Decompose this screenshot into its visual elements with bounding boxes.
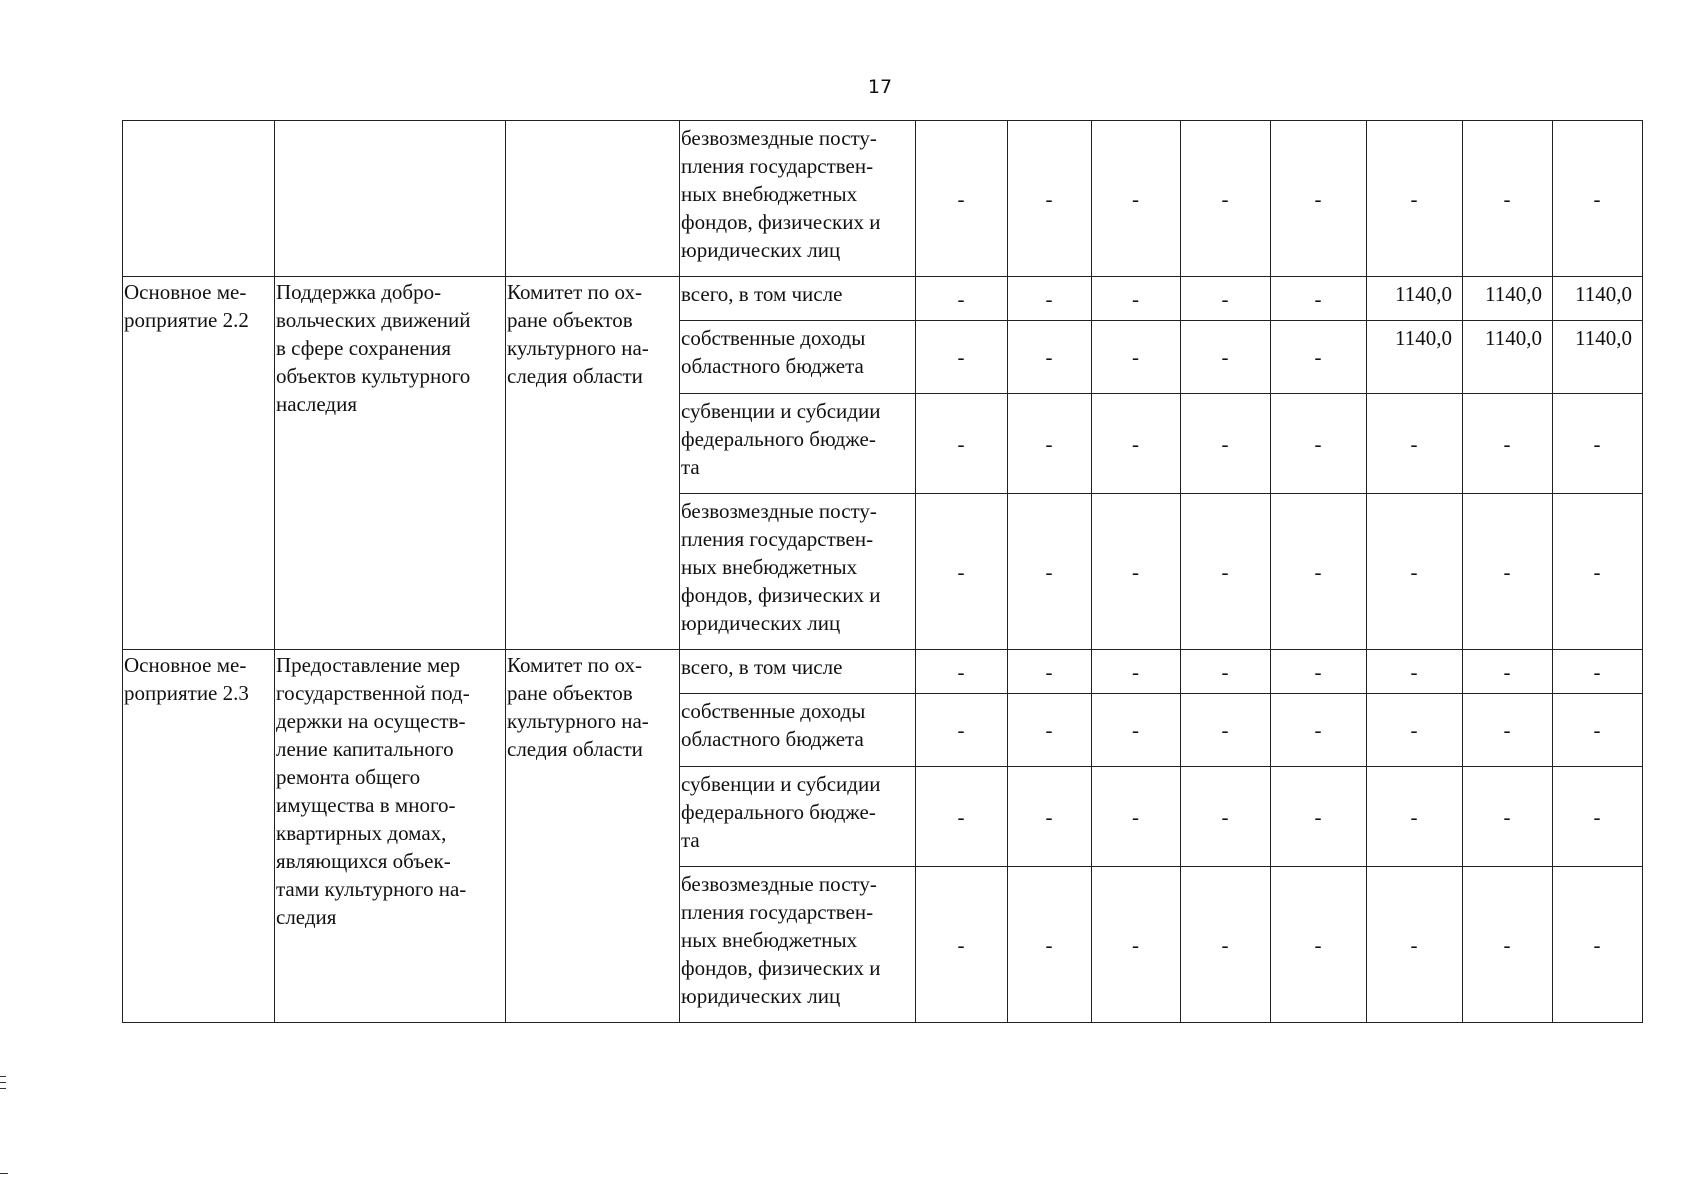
- value-cell: -: [1553, 694, 1643, 767]
- value-cell: -: [1008, 694, 1092, 767]
- value-cell: -: [1553, 494, 1643, 650]
- event-name-cell: Поддержка добро- вольческих движений в сфере сохранения объектов культурного наследия: [275, 277, 506, 650]
- event-cell: [123, 121, 275, 277]
- value-cell: -: [1271, 394, 1367, 494]
- budget-table: [122, 120, 1643, 1023]
- value-cell: 1140,0: [1553, 277, 1643, 321]
- value-cell: -: [1367, 650, 1463, 694]
- value-cell: -: [1367, 867, 1463, 1023]
- value-cell: -: [1092, 321, 1181, 394]
- value-cell: 1140,0: [1367, 321, 1463, 394]
- value-cell: -: [1181, 694, 1271, 767]
- value-cell: -: [1008, 394, 1092, 494]
- value-cell: -: [916, 767, 1008, 867]
- value-cell: -: [1367, 767, 1463, 867]
- value-cell: -: [1181, 321, 1271, 394]
- table-row: [123, 277, 1643, 321]
- value-cell: -: [1008, 867, 1092, 1023]
- value-cell: -: [1181, 121, 1271, 277]
- table-row: [123, 650, 1643, 694]
- value-cell: -: [1271, 694, 1367, 767]
- value-cell: -: [916, 494, 1008, 650]
- value-cell: -: [1181, 650, 1271, 694]
- value-cell: -: [1271, 867, 1367, 1023]
- value-cell: -: [1008, 767, 1092, 867]
- left-edge-mark: [0, 1076, 6, 1077]
- funding-source-cell: субвенции и субсидии федерального бюдже- та: [680, 394, 916, 494]
- value-cell: -: [1271, 650, 1367, 694]
- value-cell: -: [916, 694, 1008, 767]
- value-cell: -: [1008, 650, 1092, 694]
- event-name-cell: [275, 121, 506, 277]
- value-cell: -: [1181, 494, 1271, 650]
- funding-source-cell: собственные доходы областного бюджета: [680, 694, 916, 767]
- value-cell: -: [1092, 767, 1181, 867]
- value-cell: -: [916, 321, 1008, 394]
- value-cell: -: [1092, 494, 1181, 650]
- value-cell: -: [916, 277, 1008, 321]
- value-cell: -: [1181, 767, 1271, 867]
- value-cell: -: [1367, 694, 1463, 767]
- funding-source-cell: безвозмездные посту- пления государствен- ных внебюджетных фондов, физических и юридических лиц: [680, 494, 916, 650]
- value-cell: -: [1271, 121, 1367, 277]
- funding-source-cell: всего, в том числе: [680, 277, 916, 321]
- value-cell: -: [1463, 494, 1553, 650]
- value-cell: -: [1181, 277, 1271, 321]
- funding-source-cell: субвенции и субсидии федерального бюдже- та: [680, 767, 916, 867]
- value-cell: -: [1553, 121, 1643, 277]
- executor-cell: Комитет по ох- ране объектов культурного на- следия области: [506, 277, 680, 650]
- funding-source-cell: безвозмездные посту- пления государствен- ных внебюджетных фондов, физических и юридических лиц: [680, 867, 916, 1023]
- value-cell: -: [1092, 277, 1181, 321]
- value-cell: -: [1553, 767, 1643, 867]
- value-cell: 1140,0: [1463, 321, 1553, 394]
- event-name-cell: Предоставление мер государственной под- держки на осуществ- ление капитального ремонта общего имущества в много- квартирных домах, являющихся объек- тами культурного на- следия: [275, 650, 506, 1023]
- value-cell: -: [1553, 650, 1643, 694]
- value-cell: -: [1553, 867, 1643, 1023]
- value-cell: -: [1271, 321, 1367, 394]
- value-cell: -: [916, 650, 1008, 694]
- value-cell: -: [1463, 650, 1553, 694]
- value-cell: -: [1463, 867, 1553, 1023]
- funding-source-cell: всего, в том числе: [680, 650, 916, 694]
- value-cell: -: [1271, 767, 1367, 867]
- value-cell: -: [1271, 494, 1367, 650]
- value-cell: -: [1367, 121, 1463, 277]
- left-edge-mark: [0, 1082, 6, 1083]
- value-cell: 1140,0: [1463, 277, 1553, 321]
- table-body: [123, 121, 1643, 1023]
- value-cell: -: [1008, 277, 1092, 321]
- value-cell: -: [916, 121, 1008, 277]
- event-cell: Основное ме- роприятие 2.2: [123, 277, 275, 650]
- left-edge-mark: [0, 1173, 8, 1174]
- value-cell: -: [916, 867, 1008, 1023]
- value-cell: -: [1463, 694, 1553, 767]
- value-cell: -: [1092, 394, 1181, 494]
- funding-source-cell: безвозмездные посту- пления государствен- ных внебюджетных фондов, физических и юридических лиц: [680, 121, 916, 277]
- left-edge-mark: [0, 1088, 6, 1089]
- executor-cell: Комитет по ох- ране объектов культурного на- следия области: [506, 650, 680, 1023]
- event-cell: Основное ме- роприятие 2.3: [123, 650, 275, 1023]
- executor-cell: [506, 121, 680, 277]
- value-cell: -: [1181, 394, 1271, 494]
- value-cell: -: [1463, 121, 1553, 277]
- value-cell: -: [916, 394, 1008, 494]
- value-cell: 1140,0: [1553, 321, 1643, 394]
- value-cell: -: [1008, 321, 1092, 394]
- value-cell: -: [1181, 867, 1271, 1023]
- value-cell: -: [1092, 867, 1181, 1023]
- value-cell: -: [1008, 494, 1092, 650]
- page-number: 17: [867, 76, 893, 98]
- value-cell: -: [1463, 767, 1553, 867]
- value-cell: -: [1367, 494, 1463, 650]
- value-cell: -: [1463, 394, 1553, 494]
- value-cell: -: [1271, 277, 1367, 321]
- table-row: [123, 121, 1643, 277]
- value-cell: -: [1092, 121, 1181, 277]
- value-cell: 1140,0: [1367, 277, 1463, 321]
- value-cell: -: [1092, 694, 1181, 767]
- funding-source-cell: собственные доходы областного бюджета: [680, 321, 916, 394]
- value-cell: -: [1553, 394, 1643, 494]
- value-cell: -: [1367, 394, 1463, 494]
- value-cell: -: [1092, 650, 1181, 694]
- value-cell: -: [1008, 121, 1092, 277]
